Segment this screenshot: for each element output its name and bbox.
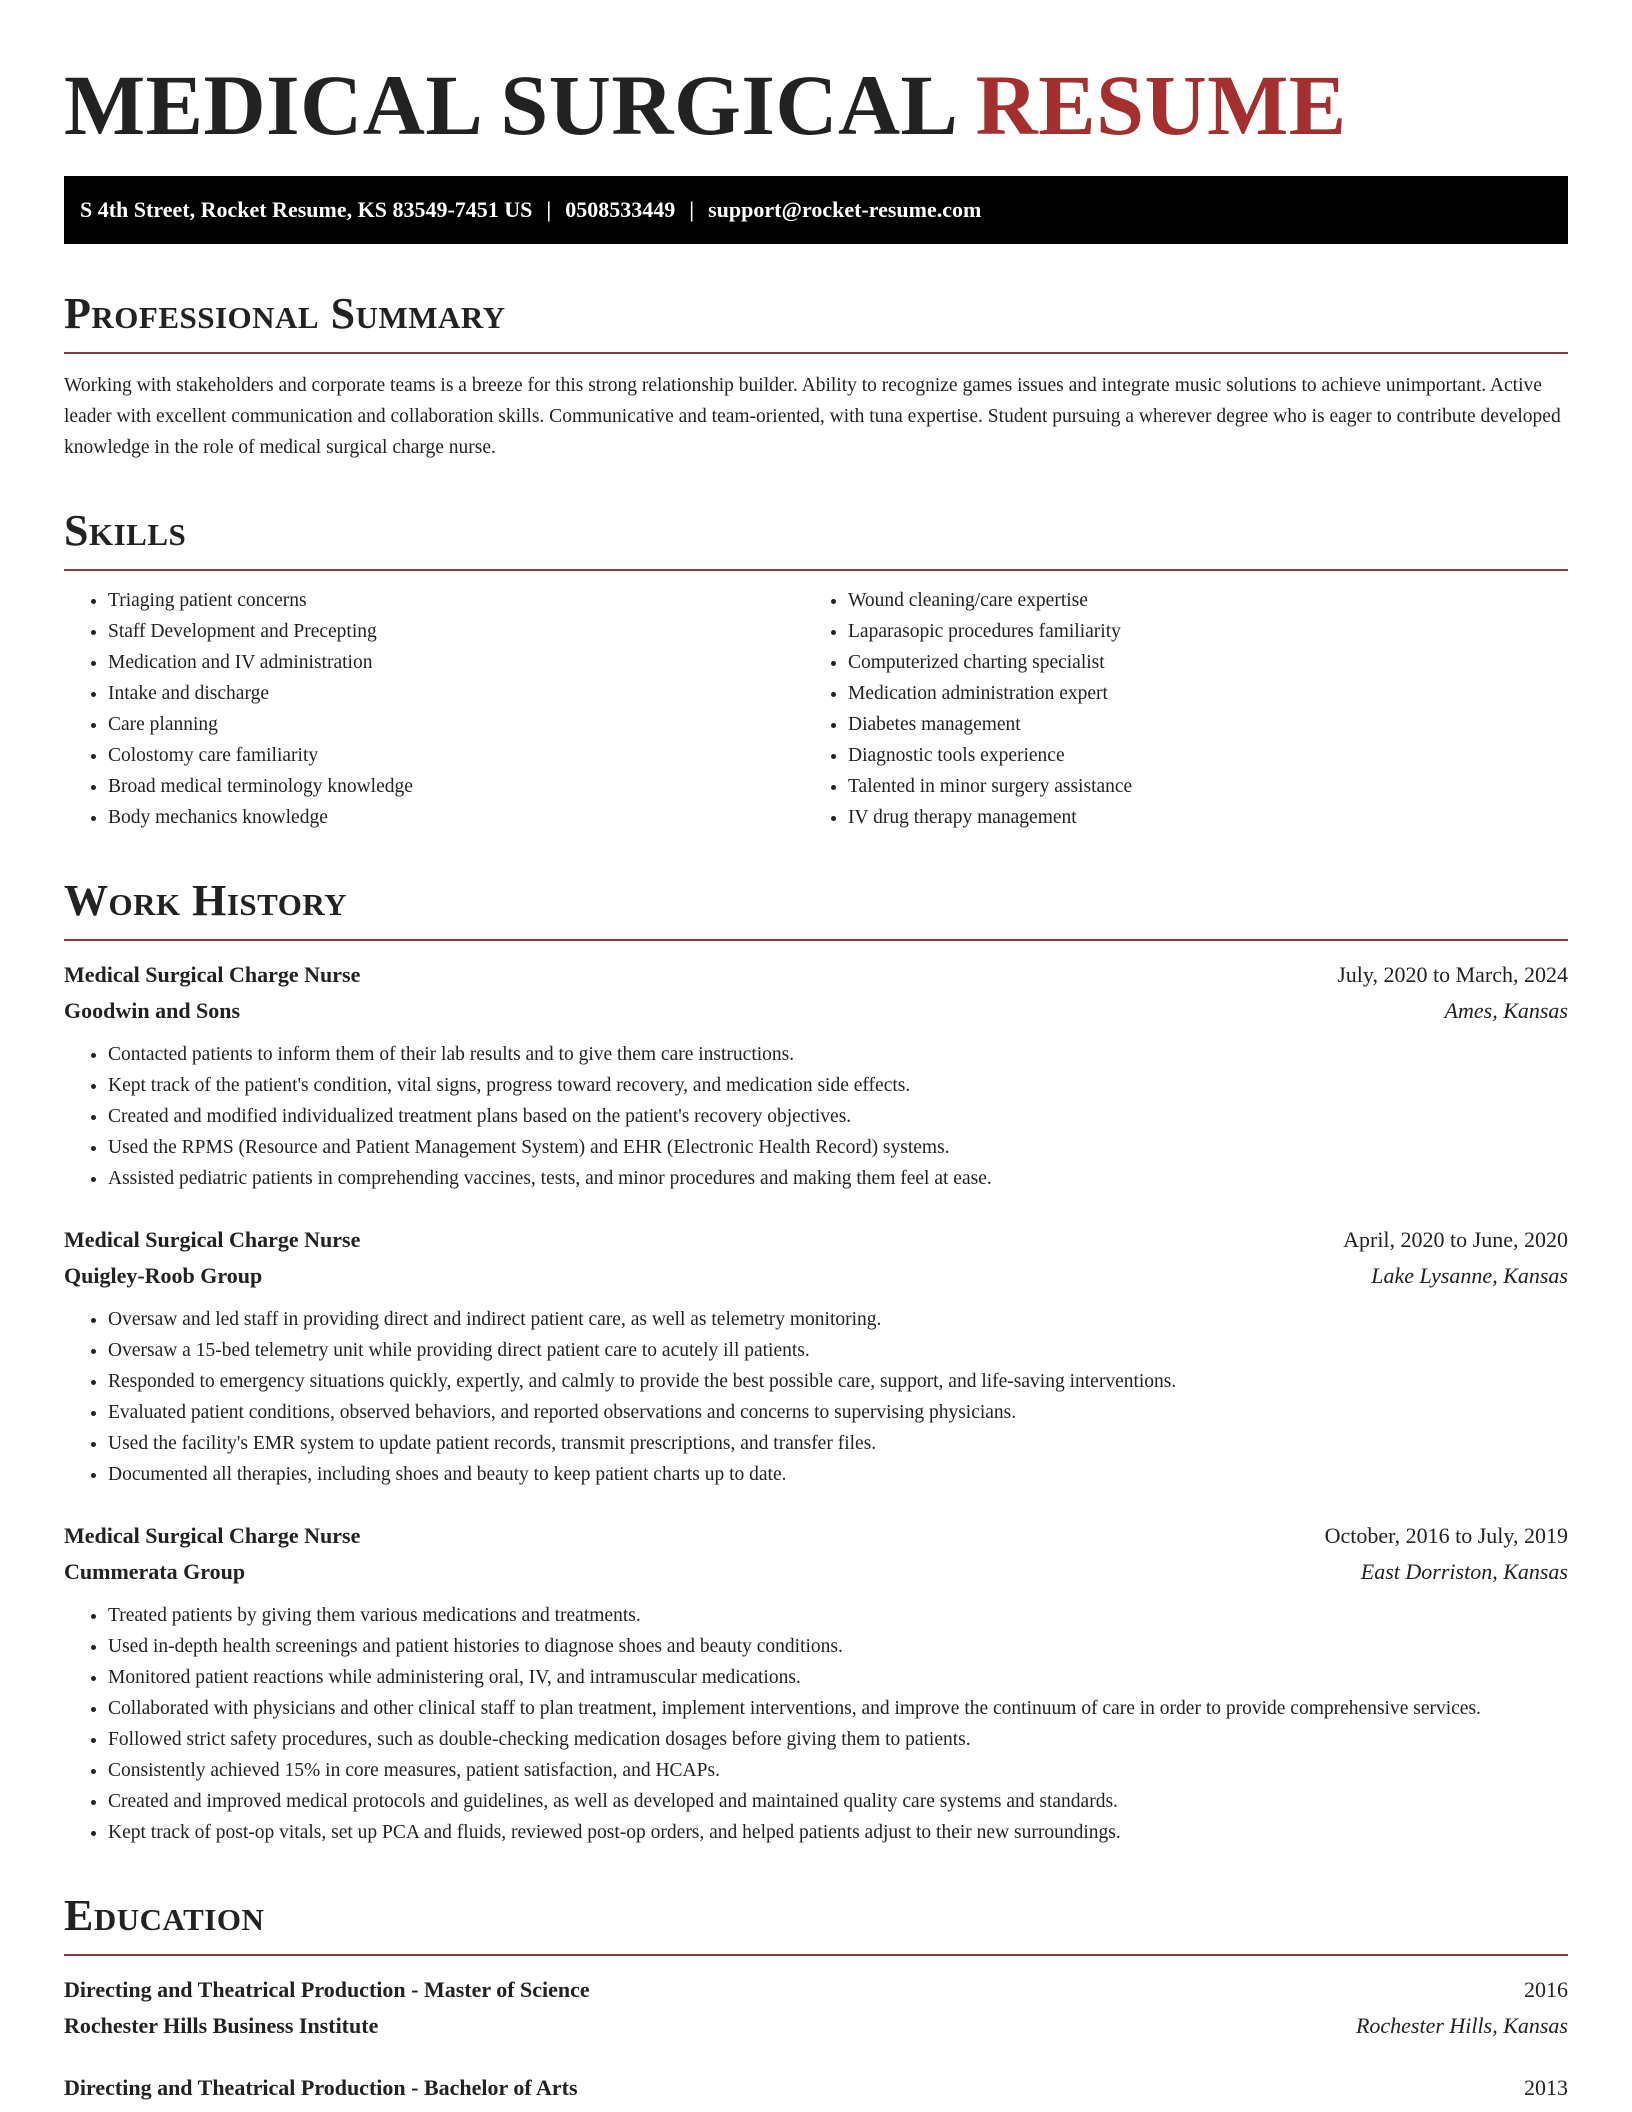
skill-item: • Body mechanics knowledge: [108, 802, 804, 833]
education-degree: Directing and Theatrical Production - Bachelor of Arts: [64, 2075, 578, 2100]
job-company-row: [64, 993, 1568, 1029]
skill-item: • Talented in minor surgery assistance: [848, 771, 1544, 802]
education-header-row: [64, 2070, 1568, 2106]
job-dates: April, 2020 to June, 2020: [1343, 1227, 1568, 1252]
skills-heading: Skills: [64, 506, 187, 555]
skill-item: • Diabetes management: [848, 709, 1544, 740]
job-bullet: • Responded to emergency situations quickly, expertly, and calmly to provide the best possible care, support, and life-saving interventions.: [108, 1366, 1568, 1397]
job-company-row: [64, 1554, 1568, 1590]
job-bullet: • Kept track of the patient's condition, vital signs, progress toward recovery, and medication side effects.: [108, 1070, 1568, 1101]
job-bullet: • Oversaw a 15-bed telemetry unit while providing direct patient care to acutely ill patients.: [108, 1335, 1568, 1366]
summary-section: [64, 290, 1568, 463]
job-title: Medical Surgical Charge Nurse: [64, 1523, 361, 1548]
skill-item: • Staff Development and Precepting: [108, 616, 804, 647]
resume-title: [64, 50, 1568, 160]
job-entry: [64, 1518, 1568, 1848]
job-bullet: • Created and improved medical protocols and guidelines, as well as developed and maintained quality care systems and standards.: [108, 1786, 1568, 1817]
contact-phone[interactable]: 0508533449: [565, 197, 676, 222]
contact-address: S 4th Street, Rocket Resume, KS 83549-7451 US: [80, 197, 533, 222]
job-bullet: • Assisted pediatric patients in comprehending vaccines, tests, and minor procedures and making them feel at ease.: [108, 1163, 1568, 1194]
job-dates: July, 2020 to March, 2024: [1337, 962, 1568, 987]
education-degree: Directing and Theatrical Production - Master of Science: [64, 1977, 590, 2002]
job-bullet: • Treated patients by giving them various medications and treatments.: [108, 1600, 1568, 1631]
section-divider: [64, 352, 1568, 354]
job-location: Ames, Kansas: [1444, 998, 1568, 1023]
skill-item: • Intake and discharge: [108, 678, 804, 709]
education-year: 2016: [1524, 1977, 1568, 2002]
job-entry: [64, 1222, 1568, 1490]
job-bullet: • Collaborated with physicians and other clinical staff to plan treatment, implement interventions, and improve the continuum of care in order to provide comprehensive services.: [108, 1693, 1568, 1724]
skill-item: • Diagnostic tools experience: [848, 740, 1544, 771]
section-divider: [64, 569, 1568, 571]
job-header-row: [64, 1518, 1568, 1554]
skills-list-left: [64, 585, 804, 833]
work-history-heading: Work History: [64, 876, 348, 925]
job-company: Quigley-Roob Group: [64, 1263, 263, 1288]
summary-text: Working with stakeholders and corporate teams is a breeze for this strong relationship builder. Ability to recognize games issues and integrate music solutions to achieve unimportant. Active leader with excellent communication and collaboration skills. Communicative and team-oriented, with tuna expertise. Student pursuing a wherever degree who is eager to contribute developed knowledge in the role of medical surgical charge nurse.: [64, 375, 1561, 458]
contact-separator: |: [689, 197, 695, 222]
contact-email[interactable]: support@rocket-resume.com: [708, 197, 982, 222]
education-year: 2013: [1524, 2075, 1568, 2100]
education-entry: [64, 1972, 1568, 2044]
section-divider: [64, 1954, 1568, 1956]
education-heading: Education: [64, 1891, 265, 1940]
education-section: [64, 1892, 1568, 2106]
job-title: Medical Surgical Charge Nurse: [64, 1227, 361, 1252]
skill-item: • Wound cleaning/care expertise: [848, 585, 1544, 616]
skill-item: • Colostomy care familiarity: [108, 740, 804, 771]
job-company-row: [64, 1258, 1568, 1294]
job-bullet: • Followed strict safety procedures, such as double-checking medication dosages before giving them to patients.: [108, 1724, 1568, 1755]
skills-list-right: [804, 585, 1544, 833]
job-bullets: [64, 1039, 1568, 1194]
section-divider: [64, 939, 1568, 941]
job-bullet: • Documented all therapies, including shoes and beauty to keep patient charts up to date.: [108, 1459, 1568, 1490]
title-accent: RESUME: [975, 57, 1347, 153]
contact-bar: [64, 176, 1568, 244]
job-bullet: • Monitored patient reactions while administering oral, IV, and intramuscular medications.: [108, 1662, 1568, 1693]
work-history-section: [64, 877, 1568, 1848]
skill-item: • Laparasopic procedures familiarity: [848, 616, 1544, 647]
skills-columns: [64, 585, 1568, 833]
education-location: Rochester Hills, Kansas: [1355, 2013, 1568, 2038]
skill-item: • Medication and IV administration: [108, 647, 804, 678]
education-school-row: [64, 2008, 1568, 2044]
job-bullet: • Contacted patients to inform them of their lab results and to give them care instructions.: [108, 1039, 1568, 1070]
job-bullet: • Oversaw and led staff in providing direct and indirect patient care, as well as telemetry monitoring.: [108, 1304, 1568, 1335]
skills-section: [64, 507, 1568, 833]
education-header-row: [64, 1972, 1568, 2008]
job-bullets: [64, 1304, 1568, 1490]
title-main: MEDICAL SURGICAL: [64, 57, 954, 153]
job-bullet: • Consistently achieved 15% in core measures, patient satisfaction, and HCAPs.: [108, 1755, 1568, 1786]
job-bullet: • Evaluated patient conditions, observed behaviors, and reported observations and concerns to supervising physicians.: [108, 1397, 1568, 1428]
job-company: Cummerata Group: [64, 1559, 246, 1584]
job-location: Lake Lysanne, Kansas: [1371, 1263, 1568, 1288]
education-school: Rochester Hills Business Institute: [64, 2013, 379, 2038]
summary-heading: Professional Summary: [64, 289, 506, 338]
job-header-row: [64, 957, 1568, 993]
job-header-row: [64, 1222, 1568, 1258]
job-bullet: • Used in-depth health screenings and patient histories to diagnose shoes and beauty conditions.: [108, 1631, 1568, 1662]
skill-item: • Medication administration expert: [848, 678, 1544, 709]
skill-item: • IV drug therapy management: [848, 802, 1544, 833]
job-location: East Dorriston, Kansas: [1360, 1559, 1568, 1584]
skill-item: • Broad medical terminology knowledge: [108, 771, 804, 802]
job-bullets: [64, 1600, 1568, 1848]
job-bullet: • Created and modified individualized treatment plans based on the patient's recovery objectives.: [108, 1101, 1568, 1132]
skill-item: • Computerized charting specialist: [848, 647, 1544, 678]
education-entry: [64, 2070, 1568, 2106]
job-company: Goodwin and Sons: [64, 998, 241, 1023]
job-title: Medical Surgical Charge Nurse: [64, 962, 361, 987]
contact-separator: |: [546, 197, 552, 222]
job-entry: [64, 957, 1568, 1194]
skill-item: • Triaging patient concerns: [108, 585, 804, 616]
job-bullet: • Used the facility's EMR system to update patient records, transmit prescriptions, and transfer files.: [108, 1428, 1568, 1459]
job-dates: October, 2016 to July, 2019: [1324, 1523, 1568, 1548]
job-bullet: • Kept track of post-op vitals, set up PCA and fluids, reviewed post-op orders, and helped patients adjust to their new surroundings.: [108, 1817, 1568, 1848]
skill-item: • Care planning: [108, 709, 804, 740]
job-bullet: • Used the RPMS (Resource and Patient Management System) and EHR (Electronic Health Record) systems.: [108, 1132, 1568, 1163]
